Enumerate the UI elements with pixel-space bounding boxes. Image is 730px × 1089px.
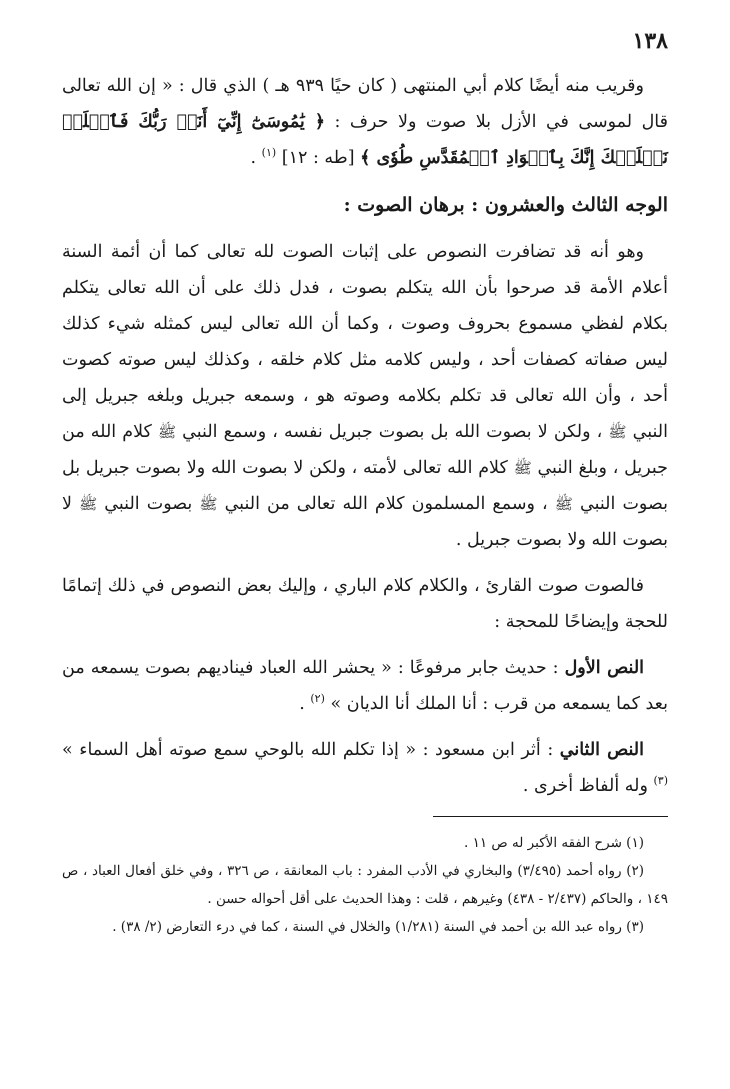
burhan-text-2: ، ولكن لا بصوت الله بل بصوت جبريل نفسه ، وسمع النبي (176, 422, 609, 443)
burhan-text-1: وهو أنه قد تضافرت النصوص على إثبات الصوت لله تعالى كما أن أئمة السنة أعلام الأمة قد صرحوا بأن الله يتكلم بصوت ، فدل ذلك على أن الله تعالى يتكلم بكلام لفظي مسموع بحروف وصوت ، وكما أن الله تعالى ليس كمثله شيء كذلك ليس صفاته كصفات أحد ، وليس كلامه مثل كلام خلقه ، وكذلك ليس صوته كصوت أحد ، وأن الله تعالى قد تكلم بكلامه وصوته هو ، وسمعه جبريل وبلغه جبريل إلى النبي (62, 242, 668, 443)
paragraph-voice: فالصوت صوت القارئ ، والكلام كلام الباري ، وإليك بعض النصوص في ذلك إتمامًا للحجة وإيضاحًا للمحجة : (62, 576, 668, 633)
salawat-glyph: ﷺ (608, 423, 627, 442)
footnote-ref-3[interactable]: (٣) (653, 774, 668, 788)
paragraph-burhan (62, 234, 668, 558)
nass-second-text: : أثر ابن مسعود : « إذا تكلم الله بالوحي سمع صوته أهل السماء » (62, 740, 560, 761)
quran-citation: [طه : ١٢] (276, 148, 361, 169)
salawat-glyph: ﷺ (157, 423, 177, 442)
salawat-glyph: ﷺ (554, 495, 573, 514)
page-number: ١٣٨ (632, 28, 668, 54)
burhan-text-3: كلام الله من جبريل ، وبلغ النبي (62, 422, 668, 479)
salawat-glyph: ﷺ (79, 495, 98, 514)
footnote-ref-2[interactable]: (٢) (310, 692, 325, 706)
salawat-glyph: ﷺ (513, 459, 532, 478)
footnote-divider (433, 816, 668, 817)
quran-verse: ﴿ يَٰمُوسَىٰٓ إِنِّيٓ أَنَا۠ رَبُّكَ فَٱخۡلَعۡ نَعۡلَيۡكَ إِنَّكَ بِٱلۡوَادِ ٱلۡمُقَدَّسِ طُوٗى ﴾ (62, 112, 668, 169)
intro-end: . (250, 148, 262, 169)
footnote-ref-1[interactable]: (١) (261, 146, 277, 160)
nass-first-end: . (299, 694, 311, 715)
nass-second (62, 732, 668, 804)
salawat-glyph: ﷺ (199, 495, 218, 514)
footnote-1: (١) شرح الفقه الأكبر له ص ١١ . (464, 835, 644, 852)
section-heading: الوجه الثالث والعشرون : برهان الصوت : (343, 194, 668, 217)
intro-text: وقريب منه أيضًا كلام أبي المنتهى ( كان حيًا ٩٣٩ هـ ) الذي قال : « إن الله تعالى قال لموسى في الأزل بلا صوت ولا حرف : (62, 76, 668, 133)
footnote-2: (٢) رواه أحمد (٣/٤٩٥) والبخاري في الأدب المفرد : باب المعانقة ، ص ٣٢٦ ، وفي خلق أفعال العباد ، ص ١٤٩ ، والحاكم (٢/٤٣٧ - ٤٣٨) وغيرهم ، قلت : وهذا الحديث على أقل أحواله حسن . (62, 863, 668, 908)
nass-first-label: النص الأول (564, 658, 645, 679)
burhan-text-6: بصوت النبي (97, 494, 200, 515)
paragraph-intro (62, 68, 668, 176)
book-page (62, 28, 668, 1069)
nass-first-text: : حديث جابر مرفوعًا : « يحشر الله العباد فيناديهم بصوت يسمعه من بعد كما يسمعه من قرب : أنا الملك أنا الديان » (62, 658, 668, 715)
footnote-3: (٣) رواه عبد الله بن أحمد في السنة (١/٢٨١) والخلال في السنة ، كما في درء التعارض (٢/ ٣٨) . (112, 919, 644, 936)
nass-second-label: النص الثاني (559, 740, 644, 761)
burhan-text-4: كلام الله تعالى لأمته ، ولكن لا بصوت الله ولا بصوت جبريل بل بصوت النبي (62, 458, 669, 515)
nass-second-end: وله ألفاظ أخرى . (522, 776, 654, 797)
burhan-text-5: ، وسمع المسلمون كلام الله تعالى من النبي (217, 494, 555, 515)
nass-first (62, 650, 668, 722)
burhan-text-7: لا بصوت الله ولا بصوت جبريل . (62, 494, 668, 551)
